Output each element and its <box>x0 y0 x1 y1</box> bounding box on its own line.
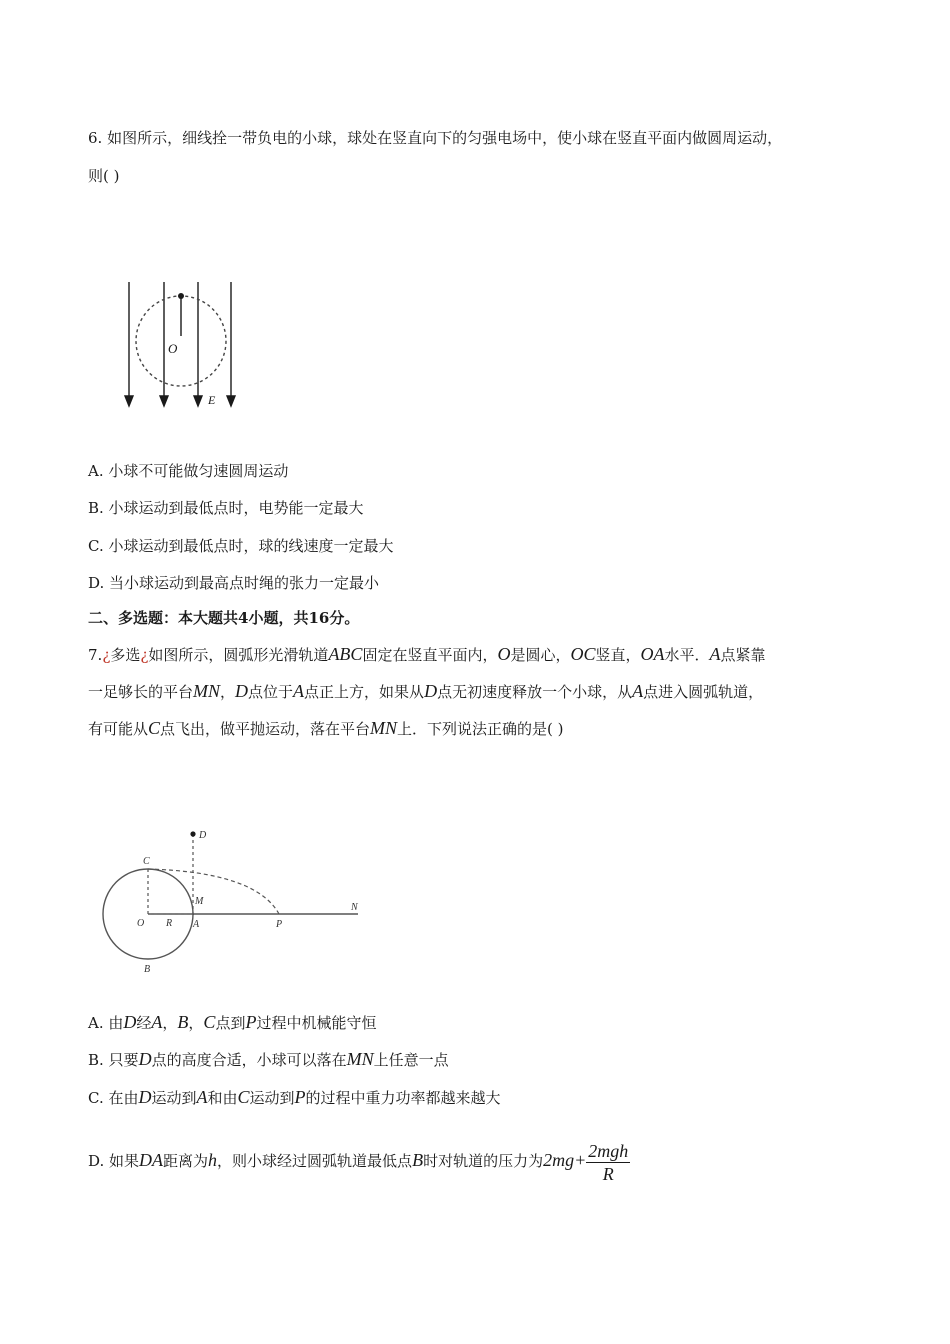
option-math: B <box>412 1150 424 1170</box>
section-2-text-3: 分。 <box>329 609 360 627</box>
fraction-denominator: R <box>602 1163 614 1184</box>
option-text: 经 <box>136 1014 152 1032</box>
q7-option-d <box>88 1136 630 1185</box>
q7-text: 点无初速度释放一个小球，从 <box>437 683 633 701</box>
q7-math: MN <box>370 718 398 738</box>
q7-text: 点正上方，如果从 <box>304 683 425 701</box>
q7-text: 有可能从 <box>88 720 149 738</box>
option-text: 点的高度合适，小球可以落在 <box>151 1051 347 1069</box>
option-text: ， <box>162 1014 178 1032</box>
q7-text: 一足够长的平台 <box>88 683 194 701</box>
option-text: 过程中机械能守恒 <box>256 1014 377 1032</box>
q7-math: MN <box>193 681 221 701</box>
q7-text: 固定在竖直平面内， <box>362 646 498 664</box>
option-math: A <box>196 1087 208 1107</box>
q6-option-a: A. 小球不可能做匀速圆周运动 <box>88 462 289 480</box>
option-math: P <box>294 1087 306 1107</box>
q7-math: OA <box>640 644 665 664</box>
q7-math: O <box>497 644 511 664</box>
option-math: 2mg <box>543 1150 575 1170</box>
section-2-text-2: 小题，共 <box>248 609 309 627</box>
q7-text: 是圆心， <box>510 646 571 664</box>
point-d-dot <box>190 831 195 836</box>
q7-math: ABC <box>328 644 363 664</box>
q7-math: A <box>293 681 305 701</box>
q7-math: OC <box>570 644 596 664</box>
option-math: D <box>138 1087 152 1107</box>
option-math: MN <box>346 1049 374 1069</box>
option-text: D. 如果 <box>88 1152 140 1170</box>
q7-math: D <box>424 681 438 701</box>
label-a: A <box>193 919 200 930</box>
q7-text: 点位于 <box>248 683 294 701</box>
section-2-count: 4 <box>238 609 249 627</box>
label-d: D <box>199 830 207 841</box>
label-o: O <box>137 918 145 929</box>
field-arrow-4 <box>227 396 235 406</box>
q7-stem-line2 <box>88 681 763 702</box>
option-text: 距离为 <box>163 1152 209 1170</box>
q7-text: 上．下列说法正确的是( ) <box>397 720 564 738</box>
q7-stem-line1 <box>88 644 766 665</box>
label-b: B <box>144 964 151 975</box>
q7-stem-line3 <box>88 718 564 739</box>
q7-option-b <box>88 1049 449 1070</box>
label-m: M <box>195 896 204 907</box>
q7-text: 竖直， <box>595 646 641 664</box>
option-text: 上任意一点 <box>373 1051 449 1069</box>
option-text: 运动到 <box>151 1089 197 1107</box>
option-text: B. 只要 <box>88 1051 139 1069</box>
section-2-heading <box>88 608 359 628</box>
label-p: P <box>276 919 283 930</box>
field-label-e: E <box>208 393 216 407</box>
option-math: P <box>245 1012 257 1032</box>
field-arrow-3 <box>194 396 202 406</box>
field-arrow-1 <box>125 396 133 406</box>
option-text: 和由 <box>207 1089 238 1107</box>
option-math: D <box>123 1012 137 1032</box>
q6-option-b: B. 小球运动到最低点时，电势能一定最大 <box>88 499 364 517</box>
option-math: C <box>237 1087 250 1107</box>
option-math: A <box>151 1012 163 1032</box>
option-text: ， <box>188 1014 204 1032</box>
q6-stem-line2: 则( ) <box>88 167 120 185</box>
option-text: A. 由 <box>88 1014 124 1032</box>
q7-text: 点进入圆弧轨道， <box>643 683 764 701</box>
option-text: 的过程中重力功率都越来越大 <box>305 1089 501 1107</box>
projectile-path <box>148 869 279 914</box>
label-c: C <box>143 856 150 867</box>
fraction-numerator: 2mgh <box>588 1140 629 1161</box>
q6-figure <box>118 280 248 410</box>
q7-math: A <box>709 644 721 664</box>
q7-text: 点飞出，做平抛运动，落在平台 <box>160 720 371 738</box>
option-text: 时对轨道的压力为 <box>423 1152 544 1170</box>
q6-stem-line1: 6. 如图所示，细线拴一带负电的小球，球处在竖直向下的匀强电场中，使小球在竖直平面内做圆周运动， <box>88 129 783 147</box>
option-math: B <box>177 1012 189 1032</box>
option-math: C <box>203 1012 216 1032</box>
q7-mark-1: ¿ <box>102 646 111 664</box>
label-r: R <box>166 918 173 929</box>
q7-type: 多选 <box>110 646 141 664</box>
q7-text: 水平． <box>664 646 710 664</box>
q7-math: D <box>235 681 249 701</box>
fraction <box>586 1140 630 1185</box>
q7-text: 点紧靠 <box>720 646 766 664</box>
section-2-score: 16 <box>308 609 330 627</box>
option-text: 点到 <box>215 1014 246 1032</box>
q7-figure <box>96 822 366 982</box>
section-2-text-1: 二、多选题：本大题共 <box>88 609 239 627</box>
option-math: DA <box>139 1150 164 1170</box>
q6-option-c: C. 小球运动到最低点时，球的线速度一定最大 <box>88 537 394 555</box>
q7-option-a <box>88 1012 376 1033</box>
q7-text: 如图所示，圆弧形光滑轨道 <box>148 646 329 664</box>
option-text: ，则小球经过圆弧轨道最低点 <box>217 1152 413 1170</box>
q7-text: ， <box>220 683 236 701</box>
q7-mark-2: ¿ <box>140 646 149 664</box>
option-math: D <box>138 1049 152 1069</box>
center-label-o: O <box>168 341 178 356</box>
q7-math: C <box>148 718 161 738</box>
q7-option-c <box>88 1087 501 1108</box>
q7-math: A <box>632 681 644 701</box>
label-n: N <box>351 902 358 913</box>
option-math: + <box>574 1150 587 1170</box>
field-arrow-2 <box>160 396 168 406</box>
q7-number: 7. <box>88 646 103 664</box>
option-text: 运动到 <box>249 1089 295 1107</box>
option-text: C. 在由 <box>88 1089 139 1107</box>
option-math: h <box>208 1150 218 1170</box>
q6-option-d: D. 当小球运动到最高点时绳的张力一定最小 <box>88 574 380 592</box>
charged-ball <box>178 293 184 299</box>
